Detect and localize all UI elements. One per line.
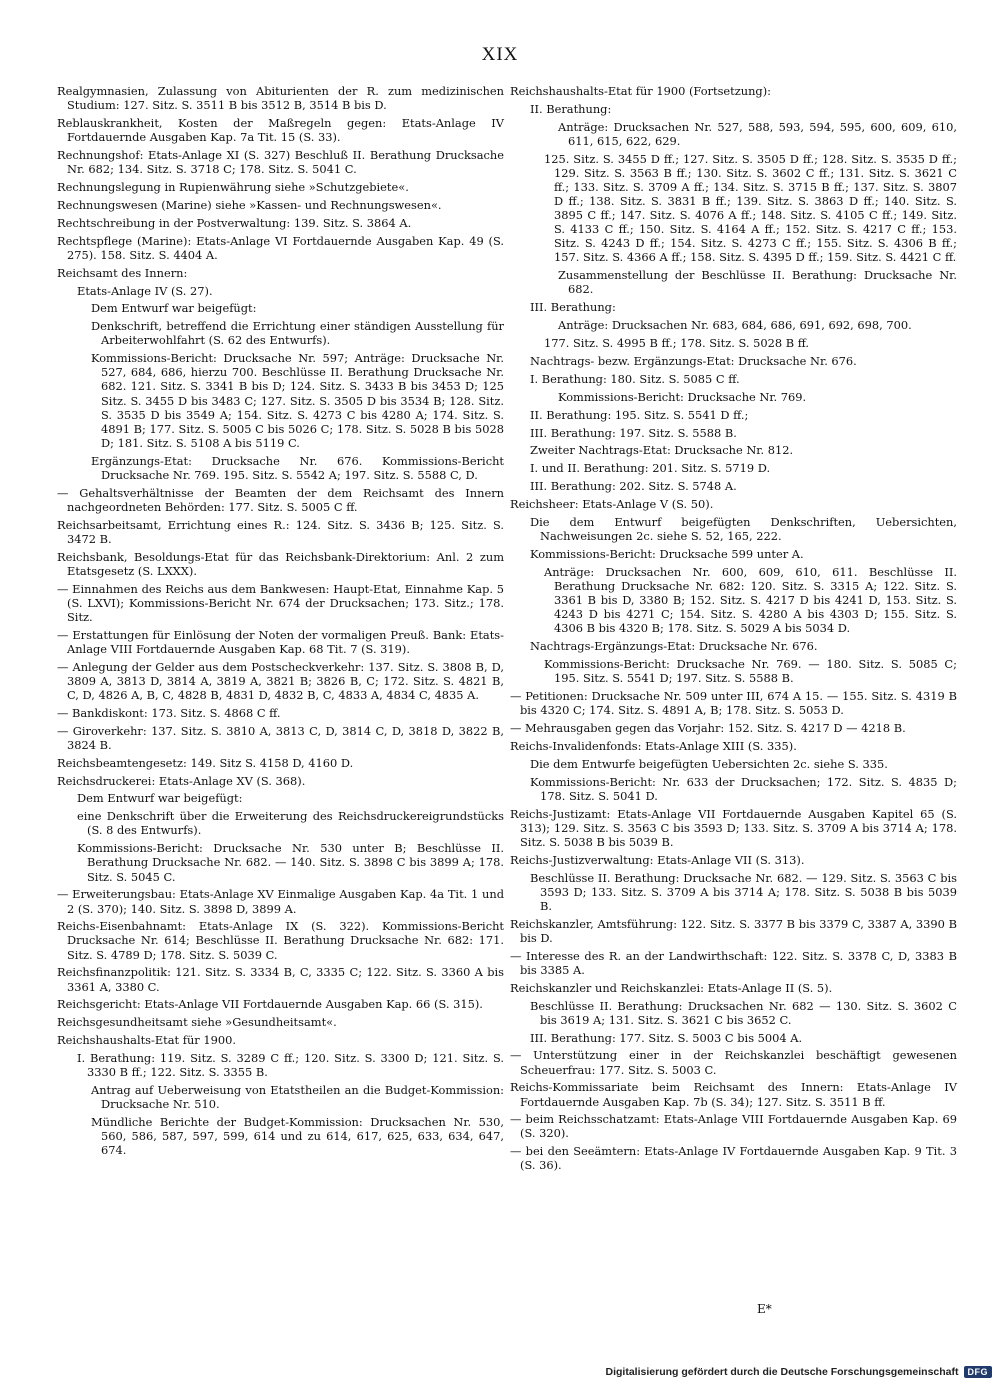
index-subentry: I. und II. Berathung: 201. Sitz. S. 5719 D. (530, 461, 771, 476)
index-entry: Reichsfinanzpolitik: 121. Sitz. S. 3334 B, C, 3335 C; 122. Sitz. S. 3360 A bis 3361 A, 3380 C. (57, 965, 504, 994)
index-entry: Reichskanzler, Amtsführung: 122. Sitz. S. 3377 B bis 3379 C, 3387 A, 3390 B bis D. (510, 916, 957, 945)
index-entry: Reichs-Justizamt: Etats-Anlage VII Fortdauernde Ausgaben Kapitel 65 (S. 313); 129. Sitz. S. 3563 C bis 3593 D; 133. Sitz. S. 3709 A bis 3714 A; 178. Sitz. S. 5038 B bis 5039 B. (510, 806, 957, 849)
index-entry: Reichs-Eisenbahnamt: Etats-Anlage IX (S. 322). Kommissions-Bericht Drucksache Nr. 614; Beschlüsse II. Berathung Drucksache Nr. 682: 171. Sitz. S. 4789 D; 178. Sitz. S. 5039 C. (57, 919, 504, 962)
index-subentry: Kommissions-Bericht: Drucksache Nr. 597; Anträge: Drucksache Nr. 527, 684, 686, hierzu 700. Beschlüsse II. Berathung Drucksache Nr. 682. 121. Sitz. S. 3341 B bis D; 124. Sitz. S. 3433 B bis 3453 D; 125 Sitz. S. 3455 D bis 3483 C; 127. Sitz. S. 3505 D bis 3534 B; 128. Sitz. S. 3535 D bis 3549 A; 154. Sitz. S. 4273 C bis 4280 A; 174. Sitz. S. 4891 B; 177. Sitz. S. 5005 C bis 5026 C; 178. Sitz. S. 5028 B bis 5028 D; 181. Sitz. S. 5108 A bis 5119 C. (91, 351, 504, 450)
index-subentry: III. Berathung: 197. Sitz. S. 5588 B. (530, 425, 737, 440)
right-column (510, 84, 957, 1176)
index-subentry: Beschlüsse II. Berathung: Drucksachen Nr. 682 — 130. Sitz. S. 3602 C bis 3619 A; 131. Sitz. S. 3621 C bis 3652 C. (530, 998, 957, 1027)
index-entry: — Erstattungen für Einlösung der Noten der vormaligen Preuß. Bank: Etats-Anlage VIII Fortdauernde Ausgaben Kap. 68 Tit. 7 (S. 319). (57, 627, 504, 656)
index-entry: Reichsgesundheitsamt siehe »Gesundheitsamt«. (57, 1015, 337, 1030)
index-entry: Reichshaushalts-Etat für 1900 (Fortsetzung): (510, 84, 771, 98)
dfg-logo-icon: DFG (964, 1366, 993, 1378)
index-entry: Realgymnasien, Zulassung von Abiturienten der R. zum medizinischen Studium: 127. Sitz. S. 3511 B bis 3512 B, 3514 B bis D. (57, 84, 504, 113)
index-subentry: Anträge: Drucksachen Nr. 600, 609, 610, 611. Beschlüsse II. Berathung Drucksache Nr. 682: 120. Sitz. S. 3315 A; 122. Sitz. S. 3361 B bis D, 3380 B; 152. Sitz. S. 4217 D bis 4241 D, 153. Sitz. S. 4243 D bis 4271 C; 154. Sitz. S. 4280 A bis 4303 D; 155. Sitz. S. 4306 B bis 4320 B; 178. Sitz. S. 5029 A bis 5034 D. (544, 564, 957, 636)
index-entry: Reichsgericht: Etats-Anlage VII Fortdauernde Ausgaben Kap. 66 (S. 315). (57, 997, 483, 1012)
index-subentry: Zusammenstellung der Beschlüsse II. Berathung: Drucksache Nr. 682. (558, 268, 957, 297)
index-subentry: Die dem Entwurfe beigefügten Uebersichten 2c. siehe S. 335. (530, 756, 888, 771)
index-subentry: III. Berathung: (530, 300, 616, 315)
index-entry: Reichsheer: Etats-Anlage V (S. 50). (510, 497, 714, 512)
index-subentry: Anträge: Drucksachen Nr. 527, 588, 593, 594, 595, 600, 609, 610, 611, 615, 622, 629. (558, 119, 957, 148)
index-entry: — Petitionen: Drucksache Nr. 509 unter III, 674 A 15. — 155. Sitz. S. 4319 B bis 4320 C; 174. Sitz. S. 4891 A, B; 178. Sitz. S. 5053 D. (510, 689, 957, 718)
index-entry: Rechnungshof: Etats-Anlage XI (S. 327) Beschluß II. Berathung Drucksache Nr. 682; 134. Sitz. S. 3718 C; 178. Sitz. S. 5041 C. (57, 147, 504, 177)
index-entry: Rechtschreibung in der Postverwaltung: 139. Sitz. S. 3864 A. (57, 215, 412, 230)
index-entry: Rechtspflege (Marine): Etats-Anlage VI Fortdauernde Ausgaben Kap. 49 (S. 275). 158. Sitz. S. 4404 A. (57, 233, 504, 262)
index-subentry: 125. Sitz. S. 3455 D ff.; 127. Sitz. S. 3505 D ff.; 128. Sitz. S. 3535 D ff.; 129. Sitz. S. 3563 B ff.; 130. Sitz. S. 3602 C ff.; 131. Sitz. S. 3621 C ff.; 133. Sitz. S. 3709 A ff.; 134. Sitz. S. 3715 B ff.; 137. Sitz. S. 3807 D ff.; 138. Sitz. S. 3831 B ff.; 139. Sitz. S. 3863 D ff.; 140. Sitz. S. 3895 C ff.; 147. Sitz. S. 4076 A ff.; 148. Sitz. S. 4105 C ff.; 149. Sitz. S. 4133 C ff.; 150. Sitz. S. 4164 A ff.; 152. Sitz. S. 4217 C ff.; 153. Sitz. S. 4243 D ff.; 154. Sitz. S. 4273 C ff.; 155. Sitz. S. 4306 B ff.; 157. Sitz. S. 4366 A ff.; 158. Sitz. S. 4395 D ff.; 159. Sitz. S. 4421 C ff. (544, 151, 957, 265)
index-subentry: II. Berathung: (530, 101, 612, 116)
index-entry: Reichs-Invalidenfonds: Etats-Anlage XIII (S. 335). (510, 738, 797, 753)
index-entry: Rechnungswesen (Marine) siehe »Kassen- und Rechnungswesen«. (57, 197, 442, 212)
index-entry: Reichsamt des Innern: (57, 265, 188, 280)
index-entry: — Interesse des R. an der Landwirthschaft: 122. Sitz. S. 3378 C, D, 3383 B bis 3385 A. (510, 948, 957, 977)
index-entry: — Unterstützung einer in der Reichskanzlei beschäftigt gewesenen Scheuerfrau: 177. Sitz. S. 5003 C. (510, 1048, 957, 1077)
index-entry: Reblauskrankheit, Kosten der Maßregeln gegen: Etats-Anlage IV Fortdauernde Ausgaben Kap. 7a Tit. 15 (S. 33). (57, 115, 504, 145)
index-subentry: 177. Sitz. S. 4995 B ff.; 178. Sitz. S. 5028 B ff. (544, 336, 810, 351)
index-entry: — Erweiterungsbau: Etats-Anlage XV Einmalige Ausgaben Kap. 4a Tit. 1 und 2 (S. 370); 140. Sitz. S. 3898 D, 3899 A. (57, 887, 504, 916)
index-subentry: Kommissions-Bericht: Drucksache Nr. 769. (558, 389, 807, 404)
index-entry: — Einnahmen des Reichs aus dem Bankwesen: Haupt-Etat, Einnahme Kap. 5 (S. LXVI); Kommissions-Bericht Nr. 674 der Drucksachen; 173. Sitz.; 178. Sitz. (57, 581, 504, 624)
index-subentry: Nachtrags- bezw. Ergänzungs-Etat: Drucksache Nr. 676. (530, 353, 857, 368)
index-entry: Reichs-Kommissariate beim Reichsamt des Innern: Etats-Anlage IV Fortdauernde Ausgaben Kap. 7b (S. 34); 127. Sitz. S. 3511 B ff. (510, 1080, 957, 1109)
index-subentry: Mündliche Berichte der Budget-Kommission: Drucksachen Nr. 530, 560, 586, 587, 597, 599, 614 und zu 614, 617, 625, 633, 634, 647, 674. (91, 1115, 504, 1158)
page-number: XIX (481, 44, 519, 65)
index-entry: — Mehrausgaben gegen das Vorjahr: 152. Sitz. S. 4217 D — 4218 B. (510, 720, 906, 735)
index-entry: Reichskanzler und Reichskanzlei: Etats-Anlage II (S. 5). (510, 980, 833, 995)
index-subentry: Dem Entwurf war beigefügt: (91, 301, 257, 316)
index-entry: Rechnungslegung in Rupienwährung siehe »Schutzgebiete«. (57, 179, 409, 194)
index-entry: — beim Reichsschatzamt: Etats-Anlage VIII Fortdauernde Ausgaben Kap. 69 (S. 320). (510, 1112, 957, 1141)
index-subentry: I. Berathung: 180. Sitz. S. 5085 C ff. (530, 371, 740, 386)
index-entry: Reichsarbeitsamt, Errichtung eines R.: 124. Sitz. S. 3436 B; 125. Sitz. S. 3472 B. (57, 517, 504, 546)
footer (606, 1366, 992, 1378)
index-subentry: Antrag auf Ueberweisung von Etatstheilen an die Budget-Kommission: Drucksache Nr. 510. (91, 1083, 504, 1112)
index-entry: — Giroverkehr: 137. Sitz. S. 3810 A, 3813 C, D, 3814 C, D, 3818 D, 3822 B, 3824 B. (57, 723, 504, 752)
index-subentry: Beschlüsse II. Berathung: Drucksache Nr. 682. — 129. Sitz. S. 3563 C bis 3593 D; 133. Sitz. S. 3709 A bis 3714 A; 178. Sitz. S. 5038 B bis 5039 B. (530, 870, 957, 913)
index-entry: Reichsdruckerei: Etats-Anlage XV (S. 368). (57, 773, 306, 788)
index-entry: — Bankdiskont: 173. Sitz. S. 4868 C ff. (57, 705, 281, 720)
index-entry: Reichs-Justizverwaltung: Etats-Anlage VII (S. 313). (510, 852, 805, 867)
index-subentry: Ergänzungs-Etat: Drucksache Nr. 676. Kommissions-Bericht Drucksache Nr. 769. 195. Sitz. S. 5542 A; 197. Sitz. S. 5588 C, D. (91, 453, 504, 482)
index-entry: Reichsbeamtengesetz: 149. Sitz S. 4158 D, 4160 D. (57, 755, 354, 770)
index-subentry: Anträge: Drucksachen Nr. 683, 684, 686, 691, 692, 698, 700. (558, 318, 912, 333)
index-subentry: Zweiter Nachtrags-Etat: Drucksache Nr. 812. (530, 443, 794, 458)
index-subentry: Denkschrift, betreffend die Errichtung einer ständigen Ausstellung für Arbeiterwohlfahrt (S. 62 des Entwurfs). (91, 319, 504, 348)
index-entry: — Anlegung der Gelder aus dem Postscheckverkehr: 137. Sitz. S. 3808 B, D, 3809 A, 3813 D, 3814 A, 3819 A, 3821 B; 3826 B, C; 172. Sitz. S. 4821 B, C, D, 4826 A, B, C, 4828 B, 4831 D, 4832 B, C, 4833 A, 4834 C, 4835 A. (57, 659, 504, 702)
index-subentry: Nachtrags-Ergänzungs-Etat: Drucksache Nr. 676. (530, 639, 818, 654)
index-subentry: eine Denkschrift über die Erweiterung des Reichsdruckereigrundstücks (S. 8 des Entwurfs). (77, 809, 504, 838)
index-subentry: Die dem Entwurf beigefügten Denkschriften, Uebersichten, Nachweisungen 2c. siehe S. 52, 165, 222. (530, 514, 957, 544)
footer-text: Digitalisierung gefördert durch die Deutsche Forschungsgemeinschaft (605, 1366, 959, 1378)
index-subentry: Dem Entwurf war beigefügt: (77, 791, 243, 806)
left-column (57, 84, 504, 1161)
index-subentry: III. Berathung: 202. Sitz. S. 5748 A. (530, 479, 737, 494)
index-entry: — Gehaltsverhältnisse der Beamten der dem Reichsamt des Innern nachgeordneten Behörden: 177. Sitz. S. 5005 C ff. (57, 485, 504, 514)
index-subentry: Kommissions-Bericht: Drucksache Nr. 530 unter B; Beschlüsse II. Berathung Drucksache Nr. 682. — 140. Sitz. S. 3898 C bis 3899 A; 178. Sitz. S. 5045 C. (77, 841, 504, 884)
index-entry: Reichshaushalts-Etat für 1900. (57, 1033, 236, 1048)
index-subentry: Kommissions-Bericht: Drucksache 599 unter A. (530, 546, 804, 561)
index-entry: — bei den Seeämtern: Etats-Anlage IV Fortdauernde Ausgaben Kap. 9 Tit. 3 (S. 36). (510, 1144, 957, 1173)
index-subentry: Etats-Anlage IV (S. 27). (77, 283, 213, 298)
index-subentry: Kommissions-Bericht: Nr. 633 der Drucksachen; 172. Sitz. S. 4835 D; 178. Sitz. S. 5041 D. (530, 774, 957, 803)
index-subentry: II. Berathung: 195. Sitz. S. 5541 D ff.; (530, 407, 749, 422)
index-entry: Reichsbank, Besoldungs-Etat für das Reichsbank-Direktorium: Anl. 2 zum Etatsgesetz (S. LXXX). (57, 549, 504, 578)
index-subentry: III. Berathung: 177. Sitz. S. 5003 C bis 5004 A. (530, 1030, 803, 1045)
index-subentry: I. Berathung: 119. Sitz. S. 3289 C ff.; 120. Sitz. S. 3300 D; 121. Sitz. S. 3330 B ff.; 122. Sitz. S. 3355 B. (77, 1051, 504, 1080)
signature-mark: E* (757, 1302, 772, 1316)
index-subentry: Kommissions-Bericht: Drucksache Nr. 769. — 180. Sitz. S. 5085 C; 195. Sitz. S. 5541 D; 197. Sitz. S. 5588 B. (544, 657, 957, 686)
